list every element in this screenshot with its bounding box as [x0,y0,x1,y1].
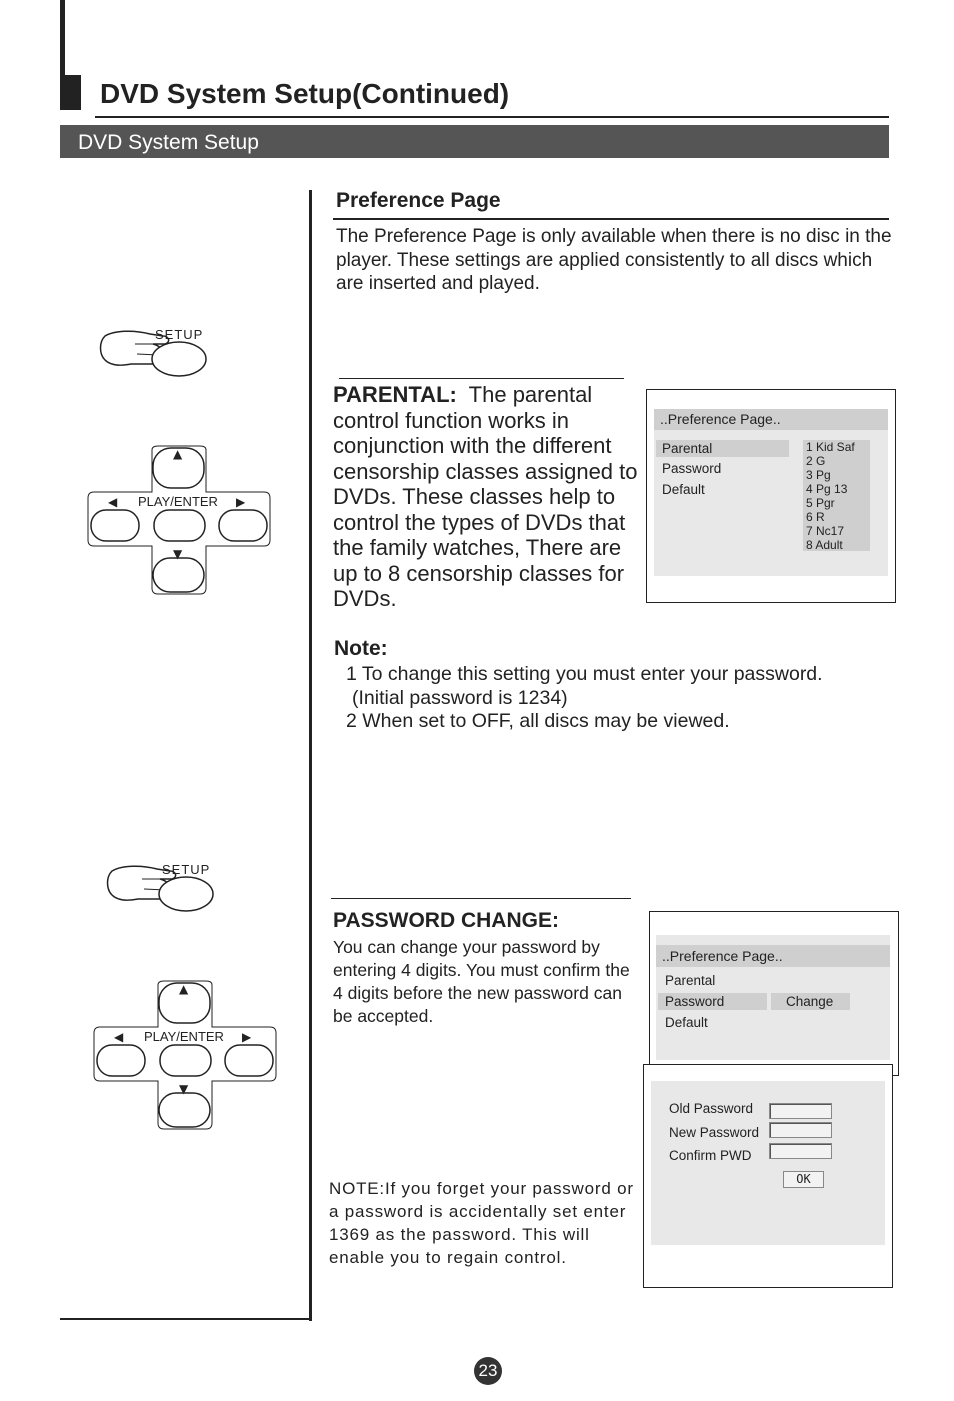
preference-heading: Preference Page [336,189,501,212]
osd-parental-screen [646,389,896,603]
down-arrow-icon: ▼ [173,547,183,561]
rating-option: 2 G [806,454,826,468]
note-line-2: (Initial password is 1234) [352,687,568,709]
setup-remote-illustration [95,322,215,382]
setup-button-shape [159,877,213,911]
rating-list [803,440,870,551]
rating-option: 3 Pg [806,468,831,482]
ok-button: OK [783,1171,824,1188]
rating-option: 8 Adult [806,538,843,552]
confirm-pwd-field [769,1143,832,1159]
password-change-heading: PASSWORD CHANGE: [333,909,559,932]
parental-description [333,382,638,612]
right-arrow-icon: ▶ [242,1030,252,1044]
osd-item-default: Default [662,482,705,497]
nav-pad-illustration-2 [92,979,278,1133]
osd-item-password: Password [658,993,767,1010]
left-arrow-icon: ◀ [108,495,118,509]
right-arrow-icon: ▶ [236,495,246,509]
setup-label: SETUP [155,327,204,342]
section-title: DVD System Setup [78,131,259,154]
rating-option: 4 Pg 13 [806,482,848,496]
play-enter-label: PLAY/ENTER [138,494,218,509]
osd-item-parental: Parental [665,973,716,988]
new-password-field [769,1122,832,1138]
rating-option: 5 Pgr [806,496,835,510]
old-password-field [769,1103,832,1119]
page-title: DVD System Setup(Continued) [100,78,510,109]
up-arrow-icon: ▲ [179,982,189,996]
parental-rule [339,378,624,379]
title-rule [95,116,889,118]
osd-panel [654,409,888,576]
rating-option: 7 Nc17 [806,524,845,538]
osd-title: ..Preference Page.. [656,945,890,967]
down-arrow-icon: ▼ [179,1082,189,1096]
parental-text: The parental control function works in conjunction with the different censorship classes assigned to DVDs. These classes help to control the types of DVDs that the family watches, There are up to 8 censorship classes for DVDs. [333,382,638,611]
note-line-3: 2 When set to OFF, all discs may be viewed. [346,710,730,732]
setup-remote-illustration-2 [102,857,222,917]
rating-option: 6 R [806,510,825,524]
preference-rule [333,218,889,220]
bottom-rule [60,1318,311,1320]
preference-intro: The Preference Page is only available when there is no disc in the player. These settings are applied consistently to all discs which are inserted and played. [336,226,892,294]
parental-label: PARENTAL: [333,382,457,407]
new-password-label: New Password [669,1125,760,1140]
password-change-text: You can change your password by entering 4 digits. You must confirm the 4 digits before the new password can be accepted. [333,937,630,1026]
left-arrow-icon: ◀ [114,1030,124,1044]
page-number: 23 [474,1357,502,1385]
header-bar [60,0,65,75]
old-password-label: Old Password [669,1101,754,1116]
osd-item-password: Password [662,461,722,476]
osd-item-parental: Parental [656,440,789,457]
osd-panel [656,935,890,1060]
osd-change-option: Change [771,993,850,1010]
osd-password-entry-screen [643,1064,893,1288]
confirm-pwd-label: Confirm PWD [669,1148,752,1163]
up-arrow-icon: ▲ [173,447,183,461]
note-heading: Note: [334,637,388,660]
osd-panel [651,1081,885,1245]
column-divider [309,190,312,1321]
osd-item-default: Default [665,1015,708,1030]
osd-title: ..Preference Page.. [654,409,888,430]
note-line-1: 1 To change this setting you must enter your password. [346,663,823,685]
rating-option: 1 Kid Saf [806,440,855,454]
header-block [60,75,81,110]
play-enter-label: PLAY/ENTER [144,1029,224,1044]
nav-pad-illustration [86,444,272,598]
setup-label: SETUP [162,862,211,877]
forgot-password-note: NOTE:If you forget your password or a password is accidentally set enter 1369 as the password. This will enable you to regain control. [329,1179,634,1267]
setup-button-shape [152,342,206,376]
section-bar [60,125,889,158]
password-rule [331,898,631,899]
osd-password-screen [649,911,899,1076]
